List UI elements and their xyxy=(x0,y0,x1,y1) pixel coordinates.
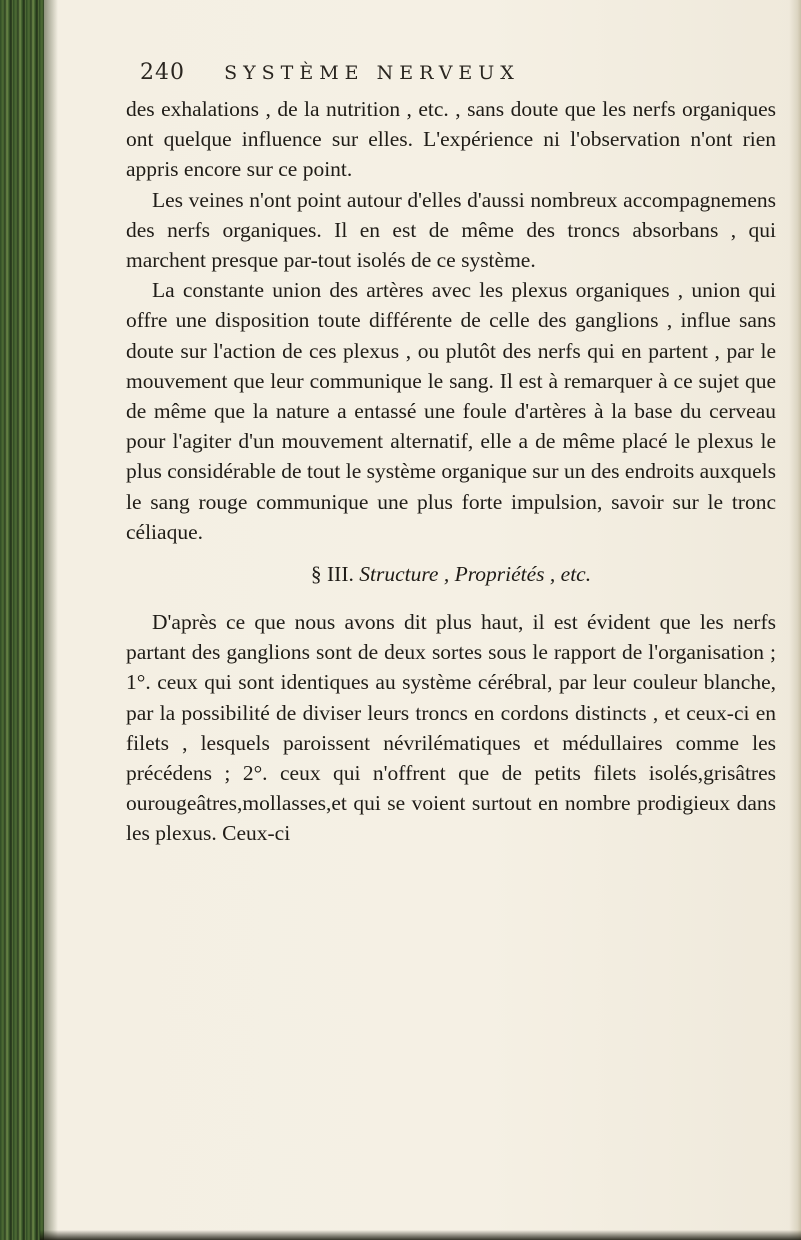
page-edge xyxy=(789,0,801,1240)
book-spine-binding xyxy=(0,0,44,1240)
page-number: 240 xyxy=(140,60,185,85)
running-title: SYSTÈME NERVEUX xyxy=(224,62,520,84)
section-number: § III. xyxy=(310,562,354,587)
page-header xyxy=(140,60,760,85)
paragraph-continuation: des exhalations , de la nutrition , etc. , sans doute que les nerfs organiques ont quelque influence sur elles. L'expérience ni l'observation n'ont rien appris encore sur ce point. xyxy=(126,97,776,182)
page-bottom-shadow xyxy=(40,1230,801,1240)
paragraph: Les veines n'ont point autour d'elles d'aussi nombreux accompagnemens des nerfs organiques. Il en est de même des troncs absorbans , qui marchent presque par-tout isolés de ce système. xyxy=(126,187,776,273)
page-body xyxy=(126,94,776,849)
paragraph: La constante union des artères avec les plexus organiques , union qui offre une disposition toute différente de celle des ganglions , influe sans doute sur l'action de ces plexus , ou plutôt des nerfs qui en partent , par le mouvement que leur communique le sang. Il est à remarquer à ce sujet que de même que la nature a entassé une foule d'artères à la base du cerveau pour l'agiter d'un mouvement alternatif, elle a de même placé le plexus le plus considérable de tout le système organique sur un des endroits auxquels le sang rouge communique une plus forte impulsion, savoir sur le tronc céliaque. xyxy=(126,278,776,544)
paragraph: D'après ce que nous avons dit plus haut, il est évident que les nerfs partant des ganglions sont de deux sortes sous le rapport de l'organisation ; 1°. ceux qui sont identiques au système cérébral, par leur couleur blanche, par la possibilité de diviser leurs troncs en cordons distincts , et ceux-ci en filets , lesquels paroissent névrilématiques et médullaires comme les précédens ; 2°. ceux qui n'offrent que de petits filets isolés,grisâtres ourougeâtres,mollasses,et qui se voient surtout en nombre prodigieux dans les plexus. Ceux-ci xyxy=(126,610,776,846)
section-heading xyxy=(126,559,776,589)
section-title: Structure , Propriétés , etc. xyxy=(359,562,592,587)
